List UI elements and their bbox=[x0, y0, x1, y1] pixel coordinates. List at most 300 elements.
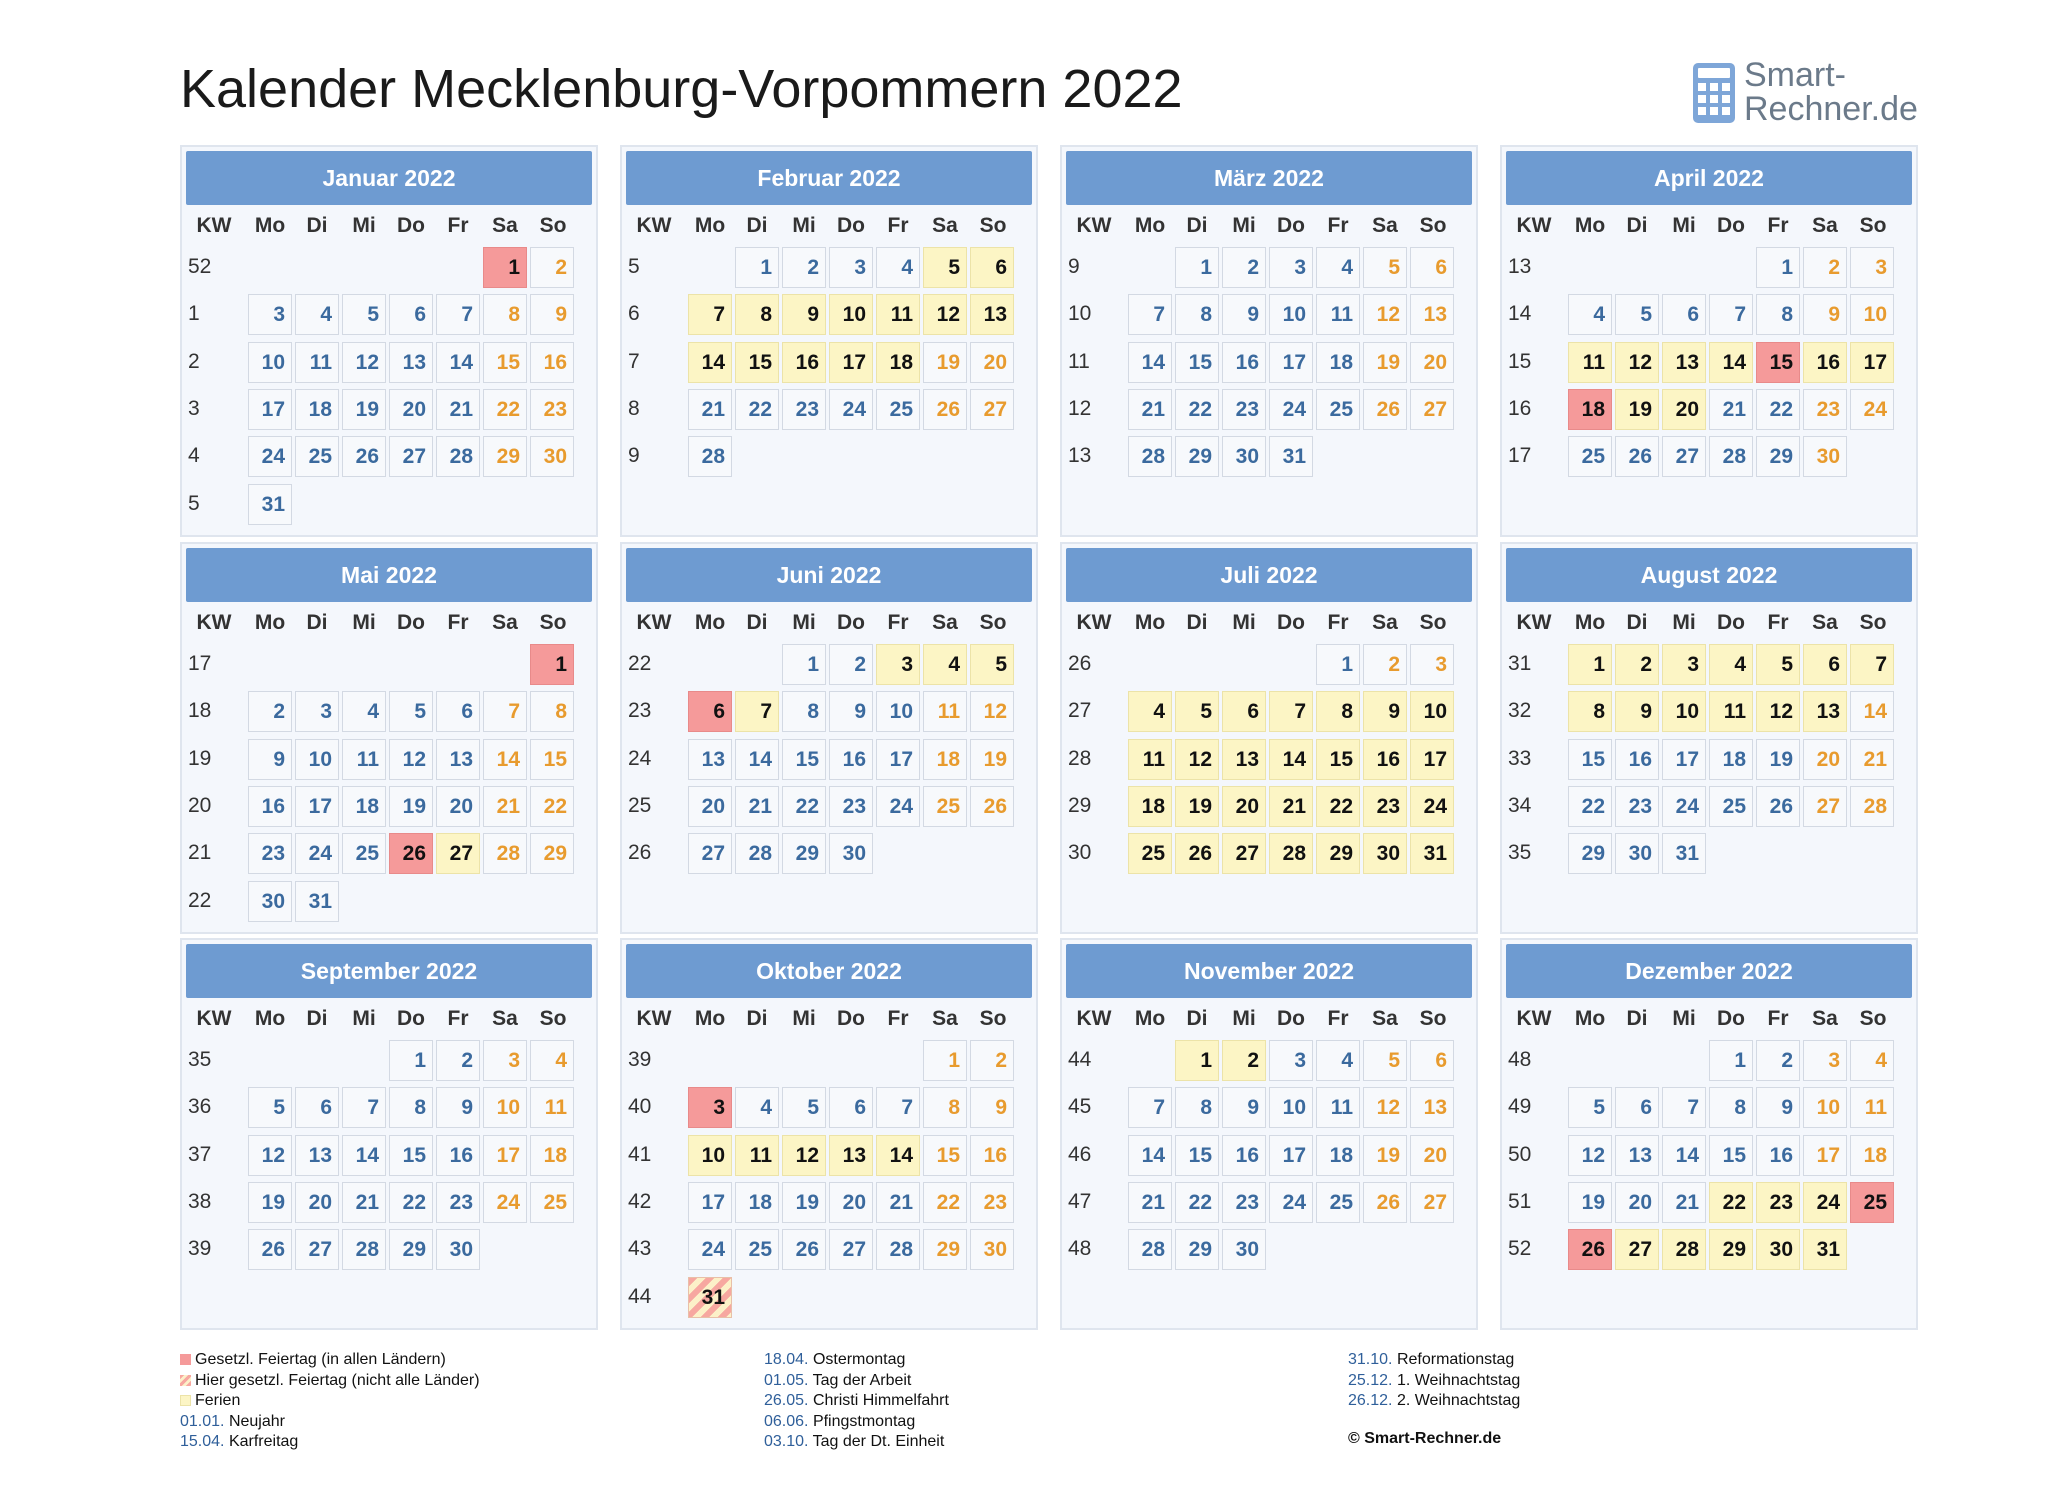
day-cell[interactable]: 5 bbox=[923, 247, 967, 288]
day-cell[interactable]: 17 bbox=[483, 1135, 527, 1176]
day-cell[interactable]: 11 bbox=[342, 739, 386, 780]
day-cell[interactable]: 20 bbox=[295, 1182, 339, 1223]
day-cell[interactable]: 10 bbox=[1269, 1087, 1313, 1128]
day-cell[interactable]: 19 bbox=[248, 1182, 292, 1223]
day-cell[interactable]: 13 bbox=[688, 739, 732, 780]
day-cell[interactable]: 14 bbox=[1662, 1135, 1706, 1176]
day-cell[interactable]: 17 bbox=[1269, 1135, 1313, 1176]
day-cell[interactable]: 28 bbox=[483, 833, 527, 874]
day-cell[interactable]: 23 bbox=[1222, 1182, 1266, 1223]
day-cell[interactable]: 1 bbox=[735, 247, 779, 288]
day-cell[interactable]: 4 bbox=[1709, 644, 1753, 685]
day-cell[interactable]: 24 bbox=[1410, 786, 1454, 827]
day-cell[interactable]: 12 bbox=[1756, 691, 1800, 732]
day-cell[interactable]: 21 bbox=[436, 389, 480, 430]
day-cell[interactable]: 29 bbox=[1756, 436, 1800, 477]
day-cell[interactable]: 30 bbox=[436, 1229, 480, 1270]
day-cell[interactable]: 18 bbox=[1128, 786, 1172, 827]
day-cell[interactable]: 1 bbox=[1316, 644, 1360, 685]
day-cell[interactable]: 8 bbox=[735, 294, 779, 335]
day-cell[interactable]: 10 bbox=[248, 342, 292, 383]
day-cell[interactable]: 7 bbox=[1269, 691, 1313, 732]
day-cell[interactable]: 15 bbox=[1756, 342, 1800, 383]
day-cell[interactable]: 4 bbox=[1850, 1040, 1894, 1081]
day-cell[interactable]: 16 bbox=[1222, 342, 1266, 383]
day-cell[interactable]: 19 bbox=[1756, 739, 1800, 780]
day-cell[interactable]: 22 bbox=[1709, 1182, 1753, 1223]
day-cell[interactable]: 24 bbox=[1850, 389, 1894, 430]
day-cell[interactable]: 30 bbox=[970, 1229, 1014, 1270]
day-cell[interactable]: 29 bbox=[1568, 833, 1612, 874]
day-cell[interactable]: 11 bbox=[1709, 691, 1753, 732]
day-cell[interactable]: 28 bbox=[735, 833, 779, 874]
day-cell[interactable]: 6 bbox=[970, 247, 1014, 288]
day-cell[interactable]: 14 bbox=[1269, 739, 1313, 780]
day-cell[interactable]: 15 bbox=[1568, 739, 1612, 780]
day-cell[interactable]: 20 bbox=[1803, 739, 1847, 780]
day-cell[interactable]: 12 bbox=[1568, 1135, 1612, 1176]
day-cell[interactable]: 16 bbox=[782, 342, 826, 383]
day-cell[interactable]: 16 bbox=[829, 739, 873, 780]
day-cell[interactable]: 21 bbox=[1128, 1182, 1172, 1223]
day-cell[interactable]: 13 bbox=[1615, 1135, 1659, 1176]
day-cell[interactable]: 14 bbox=[483, 739, 527, 780]
day-cell[interactable]: 16 bbox=[530, 342, 574, 383]
day-cell[interactable]: 28 bbox=[1128, 436, 1172, 477]
day-cell[interactable]: 25 bbox=[530, 1182, 574, 1223]
day-cell[interactable]: 9 bbox=[782, 294, 826, 335]
day-cell[interactable]: 27 bbox=[1662, 436, 1706, 477]
day-cell[interactable]: 30 bbox=[1222, 1229, 1266, 1270]
day-cell[interactable]: 15 bbox=[1316, 739, 1360, 780]
day-cell[interactable]: 3 bbox=[1850, 247, 1894, 288]
day-cell[interactable]: 21 bbox=[735, 786, 779, 827]
day-cell[interactable]: 26 bbox=[1615, 436, 1659, 477]
day-cell[interactable]: 7 bbox=[735, 691, 779, 732]
day-cell[interactable]: 23 bbox=[1222, 389, 1266, 430]
day-cell[interactable]: 30 bbox=[1756, 1229, 1800, 1270]
day-cell[interactable]: 29 bbox=[389, 1229, 433, 1270]
day-cell[interactable]: 18 bbox=[295, 389, 339, 430]
day-cell[interactable]: 22 bbox=[1175, 389, 1219, 430]
day-cell[interactable]: 18 bbox=[876, 342, 920, 383]
day-cell[interactable]: 5 bbox=[970, 644, 1014, 685]
day-cell[interactable]: 15 bbox=[1709, 1135, 1753, 1176]
day-cell[interactable]: 7 bbox=[483, 691, 527, 732]
day-cell[interactable]: 20 bbox=[436, 786, 480, 827]
day-cell[interactable]: 27 bbox=[1222, 833, 1266, 874]
logo[interactable] bbox=[1692, 58, 1932, 130]
day-cell[interactable]: 12 bbox=[1363, 1087, 1407, 1128]
day-cell[interactable]: 10 bbox=[483, 1087, 527, 1128]
day-cell[interactable]: 4 bbox=[876, 247, 920, 288]
day-cell[interactable]: 7 bbox=[1850, 644, 1894, 685]
day-cell[interactable]: 6 bbox=[295, 1087, 339, 1128]
day-cell[interactable]: 5 bbox=[1756, 644, 1800, 685]
day-cell[interactable]: 8 bbox=[530, 691, 574, 732]
day-cell[interactable]: 9 bbox=[1756, 1087, 1800, 1128]
day-cell[interactable]: 14 bbox=[1128, 342, 1172, 383]
day-cell[interactable]: 14 bbox=[876, 1135, 920, 1176]
day-cell[interactable]: 28 bbox=[1850, 786, 1894, 827]
day-cell[interactable]: 19 bbox=[1568, 1182, 1612, 1223]
day-cell[interactable]: 19 bbox=[1175, 786, 1219, 827]
day-cell[interactable]: 29 bbox=[1175, 436, 1219, 477]
day-cell[interactable]: 6 bbox=[688, 691, 732, 732]
day-cell[interactable]: 15 bbox=[483, 342, 527, 383]
day-cell[interactable]: 6 bbox=[1615, 1087, 1659, 1128]
day-cell[interactable]: 5 bbox=[342, 294, 386, 335]
day-cell[interactable]: 25 bbox=[876, 389, 920, 430]
day-cell[interactable]: 25 bbox=[1316, 389, 1360, 430]
day-cell[interactable]: 25 bbox=[1850, 1182, 1894, 1223]
day-cell[interactable]: 9 bbox=[1615, 691, 1659, 732]
day-cell[interactable]: 11 bbox=[735, 1135, 779, 1176]
day-cell[interactable]: 23 bbox=[1803, 389, 1847, 430]
day-cell[interactable]: 27 bbox=[970, 389, 1014, 430]
day-cell[interactable]: 22 bbox=[782, 786, 826, 827]
day-cell[interactable]: 24 bbox=[829, 389, 873, 430]
day-cell[interactable]: 11 bbox=[1568, 342, 1612, 383]
day-cell[interactable]: 10 bbox=[876, 691, 920, 732]
day-cell[interactable]: 20 bbox=[1410, 342, 1454, 383]
day-cell[interactable]: 28 bbox=[342, 1229, 386, 1270]
day-cell[interactable]: 5 bbox=[248, 1087, 292, 1128]
day-cell[interactable]: 2 bbox=[1803, 247, 1847, 288]
day-cell[interactable]: 3 bbox=[1269, 247, 1313, 288]
day-cell[interactable]: 19 bbox=[923, 342, 967, 383]
day-cell[interactable]: 22 bbox=[389, 1182, 433, 1223]
day-cell[interactable]: 12 bbox=[1363, 294, 1407, 335]
day-cell[interactable]: 29 bbox=[1175, 1229, 1219, 1270]
day-cell[interactable]: 10 bbox=[1803, 1087, 1847, 1128]
day-cell[interactable]: 15 bbox=[923, 1135, 967, 1176]
day-cell[interactable]: 21 bbox=[1709, 389, 1753, 430]
day-cell[interactable]: 23 bbox=[1756, 1182, 1800, 1223]
day-cell[interactable]: 30 bbox=[530, 436, 574, 477]
day-cell[interactable]: 5 bbox=[389, 691, 433, 732]
day-cell[interactable]: 16 bbox=[1803, 342, 1847, 383]
day-cell[interactable]: 24 bbox=[1269, 389, 1313, 430]
day-cell[interactable]: 15 bbox=[782, 739, 826, 780]
day-cell[interactable]: 22 bbox=[1316, 786, 1360, 827]
day-cell[interactable]: 14 bbox=[1709, 342, 1753, 383]
day-cell[interactable]: 13 bbox=[1803, 691, 1847, 732]
day-cell[interactable]: 8 bbox=[1316, 691, 1360, 732]
day-cell[interactable]: 28 bbox=[436, 436, 480, 477]
day-cell[interactable]: 2 bbox=[436, 1040, 480, 1081]
day-cell[interactable]: 1 bbox=[1709, 1040, 1753, 1081]
day-cell[interactable]: 25 bbox=[1128, 833, 1172, 874]
day-cell[interactable]: 3 bbox=[483, 1040, 527, 1081]
day-cell[interactable]: 23 bbox=[1363, 786, 1407, 827]
day-cell[interactable]: 26 bbox=[923, 389, 967, 430]
day-cell[interactable]: 2 bbox=[829, 644, 873, 685]
day-cell[interactable]: 12 bbox=[1615, 342, 1659, 383]
day-cell[interactable]: 21 bbox=[1850, 739, 1894, 780]
day-cell[interactable]: 6 bbox=[1222, 691, 1266, 732]
day-cell[interactable]: 24 bbox=[1269, 1182, 1313, 1223]
day-cell[interactable]: 20 bbox=[1410, 1135, 1454, 1176]
day-cell[interactable]: 7 bbox=[436, 294, 480, 335]
day-cell[interactable]: 2 bbox=[1222, 1040, 1266, 1081]
day-cell[interactable]: 19 bbox=[970, 739, 1014, 780]
day-cell[interactable]: 7 bbox=[1709, 294, 1753, 335]
day-cell[interactable]: 18 bbox=[1316, 342, 1360, 383]
day-cell[interactable]: 13 bbox=[1410, 1087, 1454, 1128]
day-cell[interactable]: 20 bbox=[970, 342, 1014, 383]
day-cell[interactable]: 17 bbox=[1850, 342, 1894, 383]
day-cell[interactable]: 2 bbox=[782, 247, 826, 288]
day-cell[interactable]: 8 bbox=[782, 691, 826, 732]
day-cell[interactable]: 9 bbox=[1222, 294, 1266, 335]
day-cell[interactable]: 27 bbox=[1803, 786, 1847, 827]
day-cell[interactable]: 17 bbox=[876, 739, 920, 780]
day-cell[interactable]: 30 bbox=[1222, 436, 1266, 477]
day-cell[interactable]: 10 bbox=[1410, 691, 1454, 732]
day-cell[interactable]: 6 bbox=[1410, 247, 1454, 288]
day-cell[interactable]: 15 bbox=[1175, 342, 1219, 383]
day-cell[interactable]: 21 bbox=[342, 1182, 386, 1223]
day-cell[interactable]: 2 bbox=[1756, 1040, 1800, 1081]
day-cell[interactable]: 7 bbox=[688, 294, 732, 335]
day-cell[interactable]: 25 bbox=[1568, 436, 1612, 477]
day-cell[interactable]: 13 bbox=[1410, 294, 1454, 335]
day-cell[interactable]: 1 bbox=[782, 644, 826, 685]
day-cell[interactable]: 2 bbox=[1363, 644, 1407, 685]
day-cell[interactable]: 5 bbox=[1568, 1087, 1612, 1128]
day-cell[interactable]: 16 bbox=[248, 786, 292, 827]
day-cell[interactable]: 16 bbox=[436, 1135, 480, 1176]
day-cell[interactable]: 6 bbox=[1662, 294, 1706, 335]
day-cell[interactable]: 3 bbox=[1410, 644, 1454, 685]
day-cell[interactable]: 15 bbox=[735, 342, 779, 383]
day-cell[interactable]: 28 bbox=[1662, 1229, 1706, 1270]
day-cell[interactable]: 9 bbox=[829, 691, 873, 732]
day-cell[interactable]: 13 bbox=[829, 1135, 873, 1176]
day-cell[interactable]: 22 bbox=[530, 786, 574, 827]
day-cell[interactable]: 19 bbox=[1363, 1135, 1407, 1176]
day-cell[interactable]: 23 bbox=[829, 786, 873, 827]
day-cell[interactable]: 21 bbox=[1662, 1182, 1706, 1223]
day-cell[interactable]: 25 bbox=[1316, 1182, 1360, 1223]
day-cell[interactable]: 1 bbox=[1175, 1040, 1219, 1081]
day-cell[interactable]: 29 bbox=[483, 436, 527, 477]
day-cell[interactable]: 1 bbox=[1568, 644, 1612, 685]
day-cell[interactable]: 8 bbox=[1175, 1087, 1219, 1128]
day-cell[interactable]: 10 bbox=[829, 294, 873, 335]
day-cell[interactable]: 11 bbox=[876, 294, 920, 335]
day-cell[interactable]: 7 bbox=[1128, 1087, 1172, 1128]
day-cell[interactable]: 22 bbox=[1756, 389, 1800, 430]
day-cell[interactable]: 23 bbox=[1615, 786, 1659, 827]
day-cell[interactable]: 13 bbox=[1662, 342, 1706, 383]
day-cell[interactable]: 17 bbox=[688, 1182, 732, 1223]
day-cell[interactable]: 1 bbox=[530, 644, 574, 685]
day-cell[interactable]: 3 bbox=[1269, 1040, 1313, 1081]
day-cell[interactable]: 5 bbox=[1363, 247, 1407, 288]
day-cell[interactable]: 6 bbox=[436, 691, 480, 732]
day-cell[interactable]: 22 bbox=[923, 1182, 967, 1223]
day-cell[interactable]: 16 bbox=[1615, 739, 1659, 780]
day-cell[interactable]: 24 bbox=[688, 1229, 732, 1270]
day-cell[interactable]: 20 bbox=[688, 786, 732, 827]
day-cell[interactable]: 7 bbox=[876, 1087, 920, 1128]
day-cell[interactable]: 2 bbox=[1222, 247, 1266, 288]
day-cell[interactable]: 10 bbox=[1662, 691, 1706, 732]
day-cell[interactable]: 26 bbox=[248, 1229, 292, 1270]
day-cell[interactable]: 1 bbox=[483, 247, 527, 288]
day-cell[interactable]: 28 bbox=[1709, 436, 1753, 477]
day-cell[interactable]: 10 bbox=[688, 1135, 732, 1176]
day-cell[interactable]: 27 bbox=[295, 1229, 339, 1270]
day-cell[interactable]: 12 bbox=[248, 1135, 292, 1176]
day-cell[interactable]: 28 bbox=[1269, 833, 1313, 874]
day-cell[interactable]: 7 bbox=[1128, 294, 1172, 335]
day-cell[interactable]: 5 bbox=[1615, 294, 1659, 335]
day-cell[interactable]: 19 bbox=[1363, 342, 1407, 383]
day-cell[interactable]: 3 bbox=[876, 644, 920, 685]
day-cell[interactable]: 4 bbox=[342, 691, 386, 732]
day-cell[interactable]: 18 bbox=[735, 1182, 779, 1223]
day-cell[interactable]: 1 bbox=[1756, 247, 1800, 288]
day-cell[interactable]: 27 bbox=[1615, 1229, 1659, 1270]
day-cell[interactable]: 14 bbox=[1850, 691, 1894, 732]
day-cell[interactable]: 27 bbox=[829, 1229, 873, 1270]
day-cell[interactable]: 2 bbox=[1615, 644, 1659, 685]
day-cell[interactable]: 10 bbox=[295, 739, 339, 780]
day-cell[interactable]: 17 bbox=[295, 786, 339, 827]
day-cell[interactable]: 22 bbox=[1568, 786, 1612, 827]
day-cell[interactable]: 31 bbox=[1662, 833, 1706, 874]
day-cell[interactable]: 17 bbox=[248, 389, 292, 430]
day-cell[interactable]: 3 bbox=[248, 294, 292, 335]
day-cell[interactable]: 18 bbox=[1568, 389, 1612, 430]
day-cell[interactable]: 17 bbox=[1410, 739, 1454, 780]
day-cell[interactable]: 8 bbox=[923, 1087, 967, 1128]
day-cell[interactable]: 29 bbox=[1316, 833, 1360, 874]
day-cell[interactable]: 26 bbox=[1363, 1182, 1407, 1223]
day-cell[interactable]: 22 bbox=[483, 389, 527, 430]
day-cell[interactable]: 19 bbox=[342, 389, 386, 430]
day-cell[interactable]: 26 bbox=[782, 1229, 826, 1270]
day-cell[interactable]: 5 bbox=[1175, 691, 1219, 732]
day-cell[interactable]: 31 bbox=[295, 881, 339, 922]
day-cell[interactable]: 27 bbox=[1410, 1182, 1454, 1223]
day-cell[interactable]: 3 bbox=[295, 691, 339, 732]
day-cell[interactable]: 25 bbox=[295, 436, 339, 477]
day-cell[interactable]: 26 bbox=[1756, 786, 1800, 827]
day-cell[interactable]: 21 bbox=[483, 786, 527, 827]
day-cell[interactable]: 29 bbox=[923, 1229, 967, 1270]
day-cell[interactable]: 24 bbox=[248, 436, 292, 477]
day-cell[interactable]: 13 bbox=[295, 1135, 339, 1176]
day-cell[interactable]: 18 bbox=[1709, 739, 1753, 780]
day-cell[interactable]: 28 bbox=[1128, 1229, 1172, 1270]
day-cell[interactable]: 29 bbox=[530, 833, 574, 874]
day-cell[interactable]: 12 bbox=[1175, 739, 1219, 780]
day-cell[interactable]: 21 bbox=[688, 389, 732, 430]
day-cell[interactable]: 26 bbox=[1363, 389, 1407, 430]
day-cell[interactable]: 6 bbox=[389, 294, 433, 335]
day-cell[interactable]: 21 bbox=[1269, 786, 1313, 827]
day-cell[interactable]: 31 bbox=[248, 484, 292, 525]
day-cell[interactable]: 28 bbox=[876, 1229, 920, 1270]
day-cell[interactable]: 31 bbox=[1410, 833, 1454, 874]
day-cell[interactable]: 3 bbox=[688, 1087, 732, 1128]
day-cell[interactable]: 23 bbox=[530, 389, 574, 430]
day-cell[interactable]: 2 bbox=[970, 1040, 1014, 1081]
day-cell[interactable]: 14 bbox=[735, 739, 779, 780]
day-cell[interactable]: 2 bbox=[530, 247, 574, 288]
day-cell[interactable]: 4 bbox=[1316, 247, 1360, 288]
day-cell[interactable]: 8 bbox=[1175, 294, 1219, 335]
day-cell[interactable]: 28 bbox=[688, 436, 732, 477]
day-cell[interactable]: 19 bbox=[1615, 389, 1659, 430]
day-cell[interactable]: 25 bbox=[923, 786, 967, 827]
day-cell[interactable]: 4 bbox=[735, 1087, 779, 1128]
day-cell[interactable]: 6 bbox=[1410, 1040, 1454, 1081]
day-cell[interactable]: 24 bbox=[295, 833, 339, 874]
day-cell[interactable]: 11 bbox=[1316, 294, 1360, 335]
day-cell[interactable]: 9 bbox=[530, 294, 574, 335]
day-cell[interactable]: 30 bbox=[1615, 833, 1659, 874]
day-cell[interactable]: 8 bbox=[1568, 691, 1612, 732]
day-cell[interactable]: 26 bbox=[342, 436, 386, 477]
day-cell[interactable]: 27 bbox=[1410, 389, 1454, 430]
day-cell[interactable]: 25 bbox=[342, 833, 386, 874]
day-cell[interactable]: 10 bbox=[1850, 294, 1894, 335]
day-cell[interactable]: 8 bbox=[1709, 1087, 1753, 1128]
day-cell[interactable]: 23 bbox=[248, 833, 292, 874]
day-cell[interactable]: 21 bbox=[876, 1182, 920, 1223]
day-cell[interactable]: 20 bbox=[829, 1182, 873, 1223]
day-cell[interactable]: 16 bbox=[1222, 1135, 1266, 1176]
day-cell[interactable]: 23 bbox=[782, 389, 826, 430]
day-cell[interactable]: 10 bbox=[1269, 294, 1313, 335]
day-cell[interactable]: 11 bbox=[1316, 1087, 1360, 1128]
day-cell[interactable]: 27 bbox=[688, 833, 732, 874]
day-cell[interactable]: 14 bbox=[688, 342, 732, 383]
day-cell[interactable]: 19 bbox=[782, 1182, 826, 1223]
day-cell[interactable]: 18 bbox=[530, 1135, 574, 1176]
day-cell[interactable]: 26 bbox=[1568, 1229, 1612, 1270]
day-cell[interactable]: 22 bbox=[735, 389, 779, 430]
day-cell[interactable]: 30 bbox=[829, 833, 873, 874]
day-cell[interactable]: 13 bbox=[970, 294, 1014, 335]
day-cell[interactable]: 8 bbox=[1756, 294, 1800, 335]
day-cell[interactable]: 16 bbox=[970, 1135, 1014, 1176]
day-cell[interactable]: 15 bbox=[389, 1135, 433, 1176]
day-cell[interactable]: 24 bbox=[483, 1182, 527, 1223]
day-cell[interactable]: 25 bbox=[735, 1229, 779, 1270]
day-cell[interactable]: 14 bbox=[1128, 1135, 1172, 1176]
day-cell[interactable]: 9 bbox=[1803, 294, 1847, 335]
day-cell[interactable]: 8 bbox=[483, 294, 527, 335]
day-cell[interactable]: 13 bbox=[389, 342, 433, 383]
day-cell[interactable]: 14 bbox=[342, 1135, 386, 1176]
day-cell[interactable]: 4 bbox=[1128, 691, 1172, 732]
day-cell[interactable]: 18 bbox=[923, 739, 967, 780]
day-cell[interactable]: 20 bbox=[389, 389, 433, 430]
day-cell[interactable]: 17 bbox=[1269, 342, 1313, 383]
day-cell[interactable]: 9 bbox=[970, 1087, 1014, 1128]
day-cell[interactable]: 1 bbox=[923, 1040, 967, 1081]
day-cell[interactable]: 6 bbox=[829, 1087, 873, 1128]
day-cell[interactable]: 3 bbox=[829, 247, 873, 288]
day-cell[interactable]: 16 bbox=[1756, 1135, 1800, 1176]
day-cell[interactable]: 31 bbox=[688, 1277, 732, 1318]
